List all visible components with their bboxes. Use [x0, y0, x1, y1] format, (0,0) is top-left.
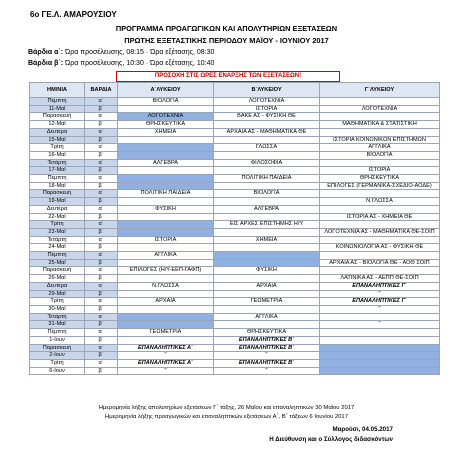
table-row — [30, 367, 440, 375]
cell-b-lykeiou: ΘΡΗΣΚΕΥΤΙΚΑ — [214, 329, 320, 337]
cell-b-lykeiou: ΠΟΛΙΤΙΚΗ ΠΑΙΔΕΙΑ — [214, 175, 320, 183]
cell-shift: β΄ — [85, 305, 118, 313]
cell-date: Δευτέρα — [30, 282, 85, 290]
table-row — [30, 359, 440, 367]
cell-date: 23-Μαϊ — [30, 228, 85, 236]
cell-b-lykeiou — [214, 259, 320, 267]
table-row — [30, 321, 440, 329]
cell-b-lykeiou — [214, 121, 320, 129]
cell-b-lykeiou: ΓΛΩΣΣΑ — [214, 144, 320, 152]
shift-a-text: Ώρα προσέλευσης, 08:15 · Ώρα εξέτασης, 08:30 — [63, 49, 215, 56]
shift-b-info — [28, 60, 214, 67]
table-row — [30, 244, 440, 252]
cell-c-lykeiou: ΙΣΤΟΡΙΑ ΑΣ - ΧΗΜΕΙΑ ΘΕ — [320, 213, 440, 221]
cell-shift: β΄ — [85, 121, 118, 129]
cell-c-lykeiou: " — [320, 321, 440, 329]
cell-c-lykeiou — [320, 367, 440, 375]
table-row — [30, 175, 440, 183]
cell-shift: β΄ — [85, 136, 118, 144]
cell-c-lykeiou: ΕΠΑΝΑΛΗΠΤΙΚΕΣ Γ΄ — [320, 282, 440, 290]
cell-b-lykeiou: ΑΓΓΛΙΚΑ — [214, 313, 320, 321]
cell-c-lykeiou: ΑΓΓΛΙΚΑ — [320, 144, 440, 152]
cell-b-lykeiou — [214, 213, 320, 221]
cell-c-lykeiou: ΒΙΟΛΟΓΙΑ — [320, 151, 440, 159]
cell-b-lykeiou: ΒΑΚΕ ΑΣ - ΦΥΣΙΚΗ ΘΕ — [214, 113, 320, 121]
table-row — [30, 252, 440, 260]
cell-c-lykeiou — [320, 221, 440, 229]
cell-a-lykeiou: ΙΣΤΟΡΙΑ — [118, 236, 214, 244]
cell-date: 6-Ιουν — [30, 367, 85, 375]
cell-date: Πέμπτη — [30, 252, 85, 260]
table-row — [30, 136, 440, 144]
cell-date: 15-Μαϊ — [30, 136, 85, 144]
cell-a-lykeiou: ΕΠΑΝΑΛΗΠΤΙΚΕΣ Α΄ — [118, 344, 214, 352]
cell-b-lykeiou — [214, 321, 320, 329]
cell-a-lykeiou — [118, 228, 214, 236]
cell-a-lykeiou: ΑΡΧΑΙΑ — [118, 298, 214, 306]
cell-c-lykeiou — [320, 267, 440, 275]
cell-date: Πέμπτη — [30, 98, 85, 106]
col-header-a-lykeiou: Α΄ΛΥΚΕΙΟΥ — [118, 83, 214, 98]
cell-c-lykeiou — [320, 98, 440, 106]
cell-b-lykeiou: ΦΙΛΟΣΟΦΙΑ — [214, 159, 320, 167]
cell-date: Παρασκευή — [30, 113, 85, 121]
table-row — [30, 221, 440, 229]
cell-date: Παρασκευή — [30, 267, 85, 275]
cell-b-lykeiou: ΙΣΤΟΡΙΑ — [214, 105, 320, 113]
table-header-row — [30, 83, 440, 98]
table-row — [30, 275, 440, 283]
cell-shift: α΄ — [85, 298, 118, 306]
table-row — [30, 190, 440, 198]
cell-a-lykeiou — [118, 244, 214, 252]
cell-date: 25-Μαϊ — [30, 259, 85, 267]
cell-shift: β΄ — [85, 182, 118, 190]
cell-b-lykeiou — [214, 252, 320, 260]
table-row — [30, 313, 440, 321]
cell-b-lykeiou: ΦΥΣΙΚΗ — [214, 267, 320, 275]
cell-a-lykeiou — [118, 290, 214, 298]
table-row — [30, 105, 440, 113]
shift-b-label: Βάρδια β΄: — [28, 60, 64, 67]
cell-shift: α΄ — [85, 313, 118, 321]
cell-shift: β΄ — [85, 352, 118, 360]
cell-shift: β΄ — [85, 336, 118, 344]
cell-date: 19-Μαϊ — [30, 198, 85, 206]
cell-c-lykeiou — [320, 313, 440, 321]
cell-shift: α΄ — [85, 252, 118, 260]
cell-shift: β΄ — [85, 321, 118, 329]
cell-a-lykeiou — [118, 321, 214, 329]
cell-a-lykeiou — [118, 105, 214, 113]
cell-a-lykeiou — [118, 182, 214, 190]
cell-date: Τετάρτη — [30, 159, 85, 167]
cell-c-lykeiou — [320, 352, 440, 360]
cell-c-lykeiou — [320, 359, 440, 367]
cell-a-lykeiou — [118, 167, 214, 175]
cell-a-lykeiou — [118, 151, 214, 159]
cell-c-lykeiou — [320, 190, 440, 198]
cell-date: Τετάρτη — [30, 236, 85, 244]
cell-b-lykeiou — [214, 244, 320, 252]
table-row — [30, 305, 440, 313]
cell-c-lykeiou: ΙΣΤΟΡΙΑ — [320, 167, 440, 175]
cell-date: Τρίτη — [30, 144, 85, 152]
cell-date: 18-Μαϊ — [30, 182, 85, 190]
cell-c-lykeiou: ΛΟΓΟΤΕΧΝΙΑ — [320, 105, 440, 113]
shift-b-text: Ώρα προσέλευσης, 10:30 · Ώρα εξέτασης, 10:40 — [63, 60, 215, 67]
cell-c-lykeiou: ΛΟΓΟΤΕΧΝΙΑ ΑΣ - ΜΑΘΗΜΑΤΙΚΑ ΘΕ-ΣΟΙΠ — [320, 228, 440, 236]
col-header-c-lykeiou: Γ΄ΛΥΚΕΙΟΥ — [320, 83, 440, 98]
table-row — [30, 182, 440, 190]
cell-date: Τρίτη — [30, 298, 85, 306]
shift-a-label: Βάρδια α΄: — [28, 49, 64, 56]
cell-date: 22-Μαϊ — [30, 213, 85, 221]
cell-shift: β΄ — [85, 275, 118, 283]
cell-date: 24-Μαϊ — [30, 244, 85, 252]
cell-b-lykeiou: " — [214, 352, 320, 360]
cell-a-lykeiou: " — [118, 367, 214, 375]
cell-a-lykeiou: ΕΠΑΝΑΛΗΠΤΙΚΕΣ Α΄ — [118, 359, 214, 367]
cell-date: 17-Μαϊ — [30, 167, 85, 175]
cell-a-lykeiou: Ν.ΓΛΩΣΣΑ — [118, 282, 214, 290]
notice-banner: ΠΡΟΣΟΧΗ ΣΤΙΣ ΩΡΕΣ ΕΝΑΡΞΗΣ ΤΩΝ ΕΞΕΤΑΣΕΩΝ! — [116, 71, 340, 82]
cell-b-lykeiou: ΒΙΟΛΟΓΙΑ — [214, 190, 320, 198]
cell-shift: α΄ — [85, 128, 118, 136]
cell-shift: α΄ — [85, 344, 118, 352]
footer-signature: Η Διεύθυνση και ο Σύλλογος διδασκόντων — [269, 436, 393, 443]
cell-date: Πέμπτη — [30, 175, 85, 183]
cell-date: 26-Μαϊ — [30, 275, 85, 283]
table-row — [30, 121, 440, 129]
cell-shift: α΄ — [85, 113, 118, 121]
table-row — [30, 167, 440, 175]
cell-b-lykeiou — [214, 151, 320, 159]
cell-shift: α΄ — [85, 205, 118, 213]
cell-shift: β΄ — [85, 167, 118, 175]
cell-b-lykeiou — [214, 198, 320, 206]
cell-shift: α΄ — [85, 282, 118, 290]
cell-b-lykeiou — [214, 305, 320, 313]
cell-a-lykeiou — [118, 336, 214, 344]
cell-a-lykeiou — [118, 305, 214, 313]
col-header-date: ΗΜ/ΝΙΑ — [30, 83, 85, 98]
cell-c-lykeiou: " — [320, 305, 440, 313]
table-body — [30, 98, 440, 375]
table-row — [30, 213, 440, 221]
cell-shift: β΄ — [85, 151, 118, 159]
cell-date: Παρασκευή — [30, 344, 85, 352]
cell-b-lykeiou — [214, 275, 320, 283]
cell-b-lykeiou: ΕΠΑΝΑΛΗΠΤΙΚΕΣ Β΄ — [214, 336, 320, 344]
cell-c-lykeiou: Ν.ΓΛΩΣΣΑ — [320, 198, 440, 206]
cell-a-lykeiou — [118, 198, 214, 206]
table-row — [30, 236, 440, 244]
cell-b-lykeiou: ΕΠΑΝΑΛΗΠΤΙΚΕΣ Β΄ — [214, 359, 320, 367]
table-row — [30, 198, 440, 206]
table-row — [30, 128, 440, 136]
cell-shift: α΄ — [85, 221, 118, 229]
cell-b-lykeiou — [214, 136, 320, 144]
cell-c-lykeiou — [320, 336, 440, 344]
cell-b-lykeiou — [214, 167, 320, 175]
cell-shift: β΄ — [85, 367, 118, 375]
cell-b-lykeiou: ΑΛΓΕΒΡΑ — [214, 205, 320, 213]
document-subtitle: ΠΡΩΤΗΣ ΕΞΕΤΑΣΤΙΚΗΣ ΠΕΡΙΟΔΟΥ ΜΑΪΟΥ - ΙΟΥΝΙΟΥ 2017 — [124, 36, 329, 45]
cell-date: 2-Ιουν — [30, 352, 85, 360]
table-row — [30, 113, 440, 121]
cell-date: 30-Μαϊ — [30, 305, 85, 313]
cell-a-lykeiou — [118, 221, 214, 229]
cell-shift: α΄ — [85, 267, 118, 275]
cell-date: 16-Μαϊ — [30, 151, 85, 159]
table-row — [30, 329, 440, 337]
table-row — [30, 144, 440, 152]
table-row — [30, 336, 440, 344]
cell-b-lykeiou: ΕΙΣ ΑΡΧΕΣ ΕΠΙΣΤΗΜΗΣ Η/Υ — [214, 221, 320, 229]
cell-date: Δευτέρα — [30, 128, 85, 136]
cell-c-lykeiou: " — [320, 290, 440, 298]
cell-a-lykeiou: ΠΟΛΙΤΙΚΗ ΠΑΙΔΕΙΑ — [118, 190, 214, 198]
cell-shift: α΄ — [85, 236, 118, 244]
cell-shift: α΄ — [85, 359, 118, 367]
cell-shift: β΄ — [85, 105, 118, 113]
table-row — [30, 267, 440, 275]
cell-b-lykeiou: ΓΕΩΜΕΤΡΙΑ — [214, 298, 320, 306]
table-row — [30, 98, 440, 106]
cell-b-lykeiou — [214, 182, 320, 190]
document-title: ΠΡΟΓΡΑΜΜΑ ΠΡΟΑΓΩΓΙΚΩΝ ΚΑΙ ΑΠΟΛΥΤΗΡΙΩΝ ΕΞΕΤΑΣΕΩΝ — [115, 24, 338, 33]
cell-c-lykeiou — [320, 159, 440, 167]
cell-c-lykeiou — [320, 205, 440, 213]
cell-a-lykeiou: ΧΗΜΕΙΑ — [118, 128, 214, 136]
cell-c-lykeiou — [320, 113, 440, 121]
cell-shift: β΄ — [85, 290, 118, 298]
cell-shift: α΄ — [85, 175, 118, 183]
cell-date: 12-Μαϊ — [30, 121, 85, 129]
cell-a-lykeiou: ΘΡΗΣΚΕΥΤΙΚΑ — [118, 121, 214, 129]
cell-c-lykeiou — [320, 236, 440, 244]
table-row — [30, 228, 440, 236]
school-name: 6ο ΓΕ.Λ. ΑΜΑΡΟΥΣΙΟΥ — [30, 10, 117, 19]
cell-c-lykeiou: ΕΠΙΛΟΓΕΣ (ΓΕΡΜΑΝΙΚΑ-ΣΧΕΔΙΟ-ΑΟΔΕ) — [320, 182, 440, 190]
cell-a-lykeiou: ΛΟΓΟΤΕΧΝΙΑ — [118, 113, 214, 121]
cell-c-lykeiou — [320, 344, 440, 352]
cell-shift: β΄ — [85, 228, 118, 236]
table-row — [30, 205, 440, 213]
cell-b-lykeiou: " — [214, 367, 320, 375]
cell-a-lykeiou: ΦΥΣΙΚΗ — [118, 205, 214, 213]
table-row — [30, 298, 440, 306]
table-row — [30, 344, 440, 352]
cell-date: Τρίτη — [30, 221, 85, 229]
cell-shift: β΄ — [85, 198, 118, 206]
cell-shift: β΄ — [85, 213, 118, 221]
cell-a-lykeiou — [118, 213, 214, 221]
table-row — [30, 259, 440, 267]
cell-a-lykeiou — [118, 259, 214, 267]
table-row — [30, 352, 440, 360]
exam-schedule-table — [29, 82, 440, 375]
cell-date: 31-Μαϊ — [30, 321, 85, 329]
cell-b-lykeiou: ΑΡΧΑΙΑ ΑΣ - ΜΑΘΗΜΑΤΙΚΑ ΘΕ — [214, 128, 320, 136]
cell-date: Τρίτη — [30, 359, 85, 367]
cell-date: 11-Μαϊ — [30, 105, 85, 113]
cell-b-lykeiou — [214, 290, 320, 298]
table-row — [30, 151, 440, 159]
cell-c-lykeiou: ΕΠΑΝΑΛΗΠΤΙΚΕΣ Γ΄ — [320, 298, 440, 306]
cell-a-lykeiou — [118, 275, 214, 283]
cell-shift: α΄ — [85, 190, 118, 198]
cell-date: 29-Μαϊ — [30, 290, 85, 298]
cell-shift: β΄ — [85, 259, 118, 267]
cell-shift: α΄ — [85, 159, 118, 167]
table-row — [30, 290, 440, 298]
cell-b-lykeiou: ΑΡΧΑΙΑ — [214, 282, 320, 290]
cell-b-lykeiou: ΛΟΓΟΤΕΧΝΙΑ — [214, 98, 320, 106]
cell-date: Πέμπτη — [30, 329, 85, 337]
col-header-b-lykeiou: Β΄ΛΥΚΕΙΟΥ — [214, 83, 320, 98]
cell-c-lykeiou: ΘΡΗΣΚΕΥΤΙΚΑ — [320, 175, 440, 183]
footer-line-2: Ημερομηνία λήξης προαγωγικών και επαναληπτικών εξετάσεων Α΄, Β΄ τάξεων 6 Ιουνίου 2017 — [105, 414, 348, 420]
cell-a-lykeiou: ΕΠΙΛΟΓΕΣ (Η/Υ-ΕΕΠ-ΓΑΦΠ) — [118, 267, 214, 275]
cell-a-lykeiou: ΑΛΓΕΒΡΑ — [118, 159, 214, 167]
cell-b-lykeiou — [214, 228, 320, 236]
footer-line-1: Ημερομηνία λήξης απολυτηρίων εξετάσεων Γ΄ τάξης, 26 Μαΐου και επαναληπτικών 30 Μαΐου 2017 — [98, 405, 355, 411]
cell-a-lykeiou: ΑΓΓΛΙΚΑ — [118, 252, 214, 260]
cell-c-lykeiou: ΚΟΙΝΩΝΙΟΛΟΓΙΑ ΑΣ - ΦΥΣΙΚΗ ΘΕ — [320, 244, 440, 252]
col-header-shift: ΒΑΡΔΙΑ — [85, 83, 118, 98]
cell-a-lykeiou: " — [118, 352, 214, 360]
cell-shift: β΄ — [85, 244, 118, 252]
cell-date: 1-Ιουν — [30, 336, 85, 344]
cell-c-lykeiou: ΜΑΘΗΜΑΤΙΚΑ & ΣΤΑΤΙΣΤΙΚΗ — [320, 121, 440, 129]
cell-shift: α΄ — [85, 144, 118, 152]
cell-b-lykeiou: ΕΠΑΝΑΛΗΠΤΙΚΕΣ Β΄ — [214, 344, 320, 352]
cell-shift: α΄ — [85, 98, 118, 106]
cell-c-lykeiou — [320, 329, 440, 337]
footer-date: Μαρούσι, 04.05.2017 — [332, 426, 393, 433]
cell-c-lykeiou: ΙΣΤΟΡΙΑ ΚΟΙΝΩΝΙΚΩΝ ΕΠΙΣΤΗΜΩΝ — [320, 136, 440, 144]
cell-c-lykeiou: ΛΑΤΙΝΙΚΑ ΑΣ - ΑΕΠΠ ΘΕ-ΣΟΙΠ — [320, 275, 440, 283]
cell-b-lykeiou: ΧΗΜΕΙΑ — [214, 236, 320, 244]
cell-date: Παρασκευή — [30, 190, 85, 198]
cell-a-lykeiou — [118, 144, 214, 152]
cell-shift: α΄ — [85, 329, 118, 337]
cell-a-lykeiou — [118, 136, 214, 144]
table-row — [30, 159, 440, 167]
cell-a-lykeiou: ΓΕΩΜΕΤΡΙΑ — [118, 329, 214, 337]
cell-a-lykeiou — [118, 313, 214, 321]
cell-date: Δευτέρα — [30, 205, 85, 213]
cell-date: Τετάρτη — [30, 313, 85, 321]
table-row — [30, 282, 440, 290]
cell-c-lykeiou: ΑΡΧΑΙΑ ΑΣ - ΒΙΟΛΟΓΙΑ ΘΕ - ΑΟΘ ΣΟΙΠ — [320, 259, 440, 267]
cell-c-lykeiou — [320, 128, 440, 136]
cell-c-lykeiou — [320, 252, 440, 260]
cell-a-lykeiou: ΒΙΟΛΟΓΙΑ — [118, 98, 214, 106]
shift-a-info — [28, 49, 214, 56]
cell-a-lykeiou — [118, 175, 214, 183]
